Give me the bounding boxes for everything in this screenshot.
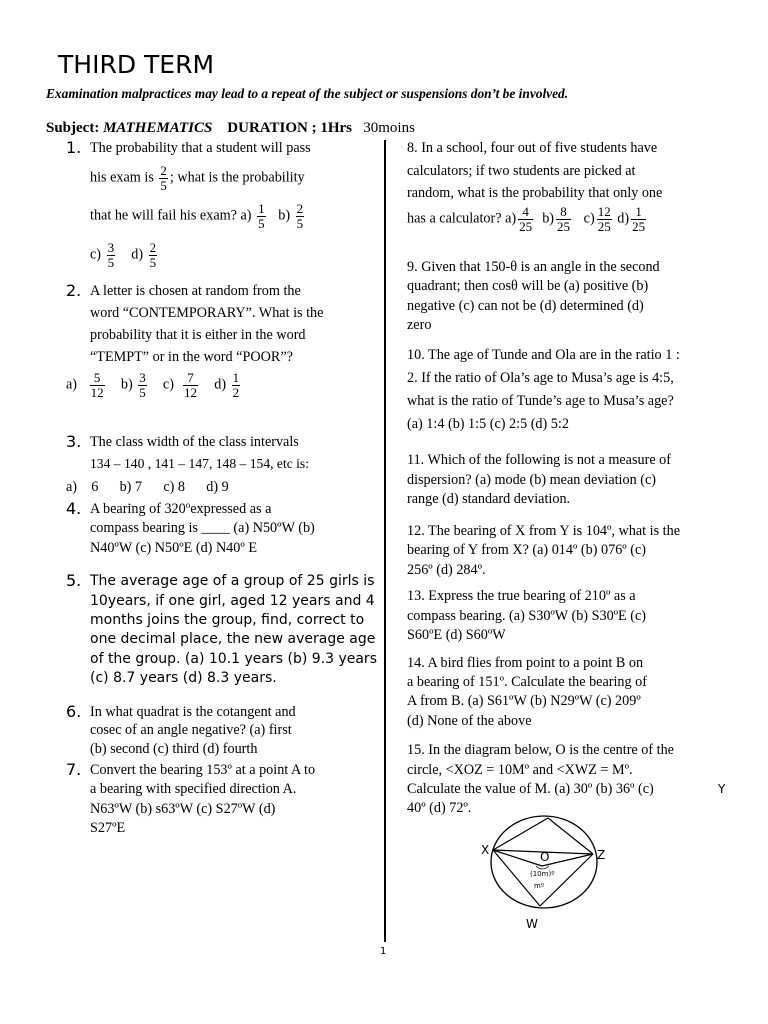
question-text: 40º (d) 72º.: [407, 800, 472, 816]
exam-warning: Examination malpractices may lead to a repeat of the subject or suspensions don’t be involved.: [46, 86, 569, 101]
question-text: (b) second (c) third (d) fourth: [90, 741, 258, 757]
question-text: probability that it is either in the word: [90, 327, 306, 343]
question-text: calculators; if two students are picked at: [407, 163, 636, 179]
label-angle-w: mº: [534, 882, 545, 890]
question-text: months joins the group, find, correct to: [90, 612, 365, 628]
label-x: X: [481, 843, 490, 857]
question-text: zero: [407, 317, 432, 333]
question-text: Convert the bearing 153º at a point A to: [90, 762, 316, 778]
question-options: a) 6 b) 7 c) 8 d) 9: [66, 479, 229, 495]
option-a-fraction: $\frac{4}{25}$: [519, 204, 533, 234]
question-number: 5.: [66, 571, 82, 590]
question-text: (c) 8.7 years (d) 8.3 years.: [90, 670, 277, 686]
question-text: (a) 1:4 (b) 1:5 (c) 2:5 (d) 5:2: [407, 416, 569, 432]
question-text: 13. Express the true bearing of 210º as a: [407, 588, 636, 604]
label-y: Y: [718, 782, 726, 796]
question-text: 10years, if one girl, aged 12 years and 4: [90, 593, 375, 609]
question-text: dispersion? (a) mode (b) mean deviation (c): [407, 472, 656, 488]
question-number: 3.: [66, 432, 82, 451]
page-title: THIRD TERM: [58, 50, 215, 79]
question-text: a bearing of 151º. Calculate the bearing of: [407, 674, 647, 690]
question-text: “TEMPT” or in the word “POOR”?: [90, 349, 293, 365]
question-text: negative (c) can not be (d) determined (d): [407, 298, 644, 314]
question-text: 14. A bird flies from point to a point B on: [407, 655, 644, 671]
question-text: A from B. (a) S61ºW (b) N29ºW (c) 209º: [407, 693, 641, 709]
question-number: 4.: [66, 499, 82, 518]
option-d-fraction: $\frac{2}{5}$: [149, 240, 157, 270]
option-c-fraction: $\frac{3}{5}$: [107, 240, 115, 270]
option-c-fraction: $\frac{7}{12}$: [184, 370, 198, 400]
question-number: 6.: [66, 702, 82, 721]
question-options: has a calculator? a) $\frac{4}{25}$ b) $\frac{8}{25}$ c) $\frac{12}{25}$ d) $\frac{1}{25}$: [407, 204, 646, 234]
question-text: 256º (d) 284º.: [407, 562, 486, 578]
question-text: 15. In the diagram below, O is the centre of the: [407, 742, 674, 758]
question-text: range (d) standard deviation.: [407, 491, 571, 507]
question-text: In what quadrat is the cotangent and: [90, 704, 296, 720]
question-text: word “CONTEMPORARY”. What is the: [90, 305, 324, 321]
radius-oz: [542, 854, 593, 866]
page-number: 1: [380, 946, 387, 957]
question-options: a) $\frac{5}{12}$ b) $\frac{3}{5}$ c) $\frac{7}{12}$ d) $\frac{1}{2}$: [66, 370, 240, 400]
question-text: that he will fail his exam? a) $\frac{1}{5}$ b) $\frac{2}{5}$: [90, 201, 304, 231]
question-text: The average age of a group of 25 girls is: [90, 573, 375, 589]
question-text: 8. In a school, four out of five students have: [407, 140, 658, 156]
label-w: W: [526, 917, 538, 931]
duration-label: DURATION ; 1Hrs: [227, 120, 353, 136]
question-text: bearing of Y from X? (a) 014º (b) 076º (c): [407, 542, 646, 558]
chord-xw: [493, 850, 540, 906]
question-text: random, what is the probability that only one: [407, 185, 663, 201]
label-angle-center: (10m)º: [530, 870, 555, 878]
question-text: compass bearing. (a) S30ºW (b) S30ºE (c): [407, 608, 647, 624]
question-text: A letter is chosen at random from the: [90, 283, 301, 299]
option-a-fraction: $\frac{5}{12}$: [90, 370, 104, 400]
question-text: cosec of an angle negative? (a) first: [90, 722, 292, 738]
question-number: 2.: [66, 281, 82, 300]
question-text: of the group. (a) 10.1 years (b) 9.3 years: [90, 651, 377, 667]
question-text: 11. Which of the following is not a measure of: [407, 452, 671, 468]
question-text: 12. The bearing of X from Y is 104º, what is the: [407, 523, 680, 539]
question-text: S60ºE (d) S60ºW: [407, 627, 506, 643]
option-b-fraction: $\frac{8}{25}$: [557, 204, 571, 234]
question-text: (d) None of the above: [407, 713, 532, 729]
question-text: N63ºW (b) s63ºW (c) S27ºW (d): [90, 801, 276, 817]
subject-label: Subject:: [46, 120, 100, 136]
question-text: circle, <XOZ = 10Mº and <XWZ = Mº.: [407, 762, 633, 778]
question-text: one decimal place, the new average age: [90, 631, 376, 647]
question-text: A bearing of 320$^o$expressed as a: [90, 500, 272, 517]
question-text: The class width of the class intervals: [90, 434, 299, 450]
option-b-fraction: $\frac{2}{5}$: [296, 201, 304, 231]
question-number: 7.: [66, 760, 82, 779]
question-text: 2. If the ratio of Ola’s age to Musa’s age is 4:5,: [407, 370, 674, 386]
question-text: The probability that a student will pass: [90, 140, 311, 156]
question-text: what is the ratio of Tunde’s age to Musa’s age?: [407, 393, 674, 409]
column-divider: [384, 140, 386, 942]
question-text: his exam is $\frac{2}{5}$ ; what is the probability: [90, 163, 305, 193]
question-text: 9. Given that 150-θ is an angle in the second: [407, 259, 660, 275]
question-text: quadrant; then cosθ will be (a) positive (b): [407, 278, 649, 294]
question-text: Calculate the value of M. (a) 30º (b) 36º (c): [407, 781, 654, 797]
question-options: c) $\frac{3}{5}$ d) $\frac{2}{5}$: [90, 240, 157, 270]
option-d-fraction: $\frac{1}{25}$: [632, 204, 646, 234]
subject-name: MATHEMATICS: [103, 120, 213, 136]
question-text: a bearing with specified direction A.: [90, 781, 297, 797]
chord-yz: [548, 818, 593, 854]
option-a-fraction: $\frac{1}{5}$: [258, 201, 265, 231]
fraction: $\frac{2}{5}$: [160, 163, 167, 193]
option-c-fraction: $\frac{12}{25}$: [597, 204, 611, 234]
question-text: 10. The age of Tunde and Ola are in the ratio 1 :: [407, 347, 680, 363]
question-number: 1.: [66, 138, 82, 157]
label-o: O: [540, 850, 550, 864]
label-z: Z: [597, 848, 606, 862]
subject-line: [46, 120, 415, 137]
option-d-fraction: $\frac{1}{2}$: [232, 370, 240, 400]
question-text: S27ºE: [90, 820, 126, 836]
question-text: N40ºW (c) N50ºE (d) N40º E: [90, 540, 257, 556]
option-b-fraction: $\frac{3}{5}$: [139, 370, 146, 400]
duration-extra: 30moins: [363, 120, 415, 136]
question-text: compass bearing is ____ (a) N50ºW (b): [90, 520, 315, 536]
question-text: 134 – 140 , 141 – 147, 148 – 154, etc is:: [90, 456, 310, 471]
